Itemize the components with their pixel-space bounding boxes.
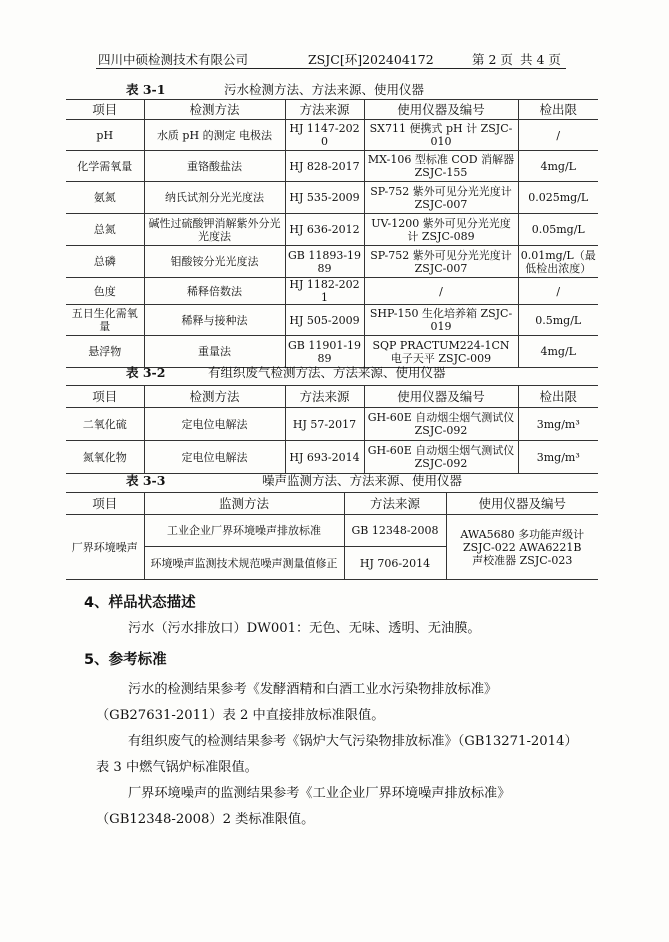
table-row xyxy=(66,120,598,151)
col-header: 使用仪器及编号 xyxy=(446,493,598,515)
cell-item: 色度 xyxy=(66,278,144,305)
table-row xyxy=(66,246,598,278)
cell-limit: 3mg/m³ xyxy=(518,408,598,441)
cell-item: 悬浮物 xyxy=(66,336,144,368)
section-5-heading: 5、参考标准 xyxy=(84,652,167,668)
reference-p1-line1: 污水的检测结果参考《发酵酒精和白酒工业水污染物排放标准》 xyxy=(128,682,498,697)
cell-method: 定电位电解法 xyxy=(144,408,285,441)
cell-instrument: SP-752 紫外可见分光光度计 ZSJC-007 xyxy=(364,246,518,278)
cell-source: HJ 828-2017 xyxy=(285,151,364,182)
table-3-2-caption xyxy=(126,364,566,382)
cell-item: 氮氧化物 xyxy=(66,441,144,474)
cell-limit: 4mg/L xyxy=(518,336,598,368)
cell-method: 重量法 xyxy=(144,336,285,368)
table-3-2-label: 表 3-2 xyxy=(126,365,166,380)
col-header: 项目 xyxy=(66,100,144,120)
cell-source: HJ 1147-2020 xyxy=(285,120,364,151)
col-header: 方法来源 xyxy=(285,100,364,120)
cell-item: 总氮 xyxy=(66,214,144,246)
table-3-1-title: 污水检测方法、方法来源、使用仪器 xyxy=(224,82,425,97)
cell-source: GB 11893-1989 xyxy=(285,246,364,278)
table-row xyxy=(66,441,598,474)
table-3-1-label: 表 3-1 xyxy=(126,82,166,97)
cell-source: HJ 1182-2021 xyxy=(285,278,364,305)
col-header: 检出限 xyxy=(518,100,598,120)
cell-limit: 0.5mg/L xyxy=(518,305,598,336)
table-3-3-title: 噪声监测方法、方法来源、使用仪器 xyxy=(262,473,463,488)
cell-source: HJ 535-2009 xyxy=(285,182,364,214)
col-header: 监测方法 xyxy=(144,493,344,515)
cell-method: 碱性过硫酸钾消解紫外分光光度法 xyxy=(144,214,285,246)
table-row xyxy=(66,336,598,368)
cell-instrument: GH-60E 自动烟尘烟气测试仪 ZSJC-092 xyxy=(364,441,518,474)
reference-p3-line2: （GB12348-2008）2 类标准限值。 xyxy=(96,812,315,827)
cell-method: 重铬酸盐法 xyxy=(144,151,285,182)
cell-instrument: MX-106 型标准 COD 消解器 ZSJC-155 xyxy=(364,151,518,182)
cell-method: 钼酸铵分光光度法 xyxy=(144,246,285,278)
cell-limit: 4mg/L xyxy=(518,151,598,182)
cell-limit: / xyxy=(518,278,598,305)
report-number: ZSJC[环]202404172 xyxy=(308,52,434,67)
cell-limit: / xyxy=(518,120,598,151)
cell-instrument: SQP PRACTUM224-1CN 电子天平 ZSJC-009 xyxy=(364,336,518,368)
table-3-1-caption xyxy=(126,81,566,99)
table-row xyxy=(66,151,598,182)
cell-limit: 0.05mg/L xyxy=(518,214,598,246)
cell-limit: 0.025mg/L xyxy=(518,182,598,214)
cell-method: 稀释倍数法 xyxy=(144,278,285,305)
cell-method: 工业企业厂界环境噪声排放标准 xyxy=(144,515,344,547)
col-header: 方法来源 xyxy=(285,386,364,408)
cell-source: HJ 636-2012 xyxy=(285,214,364,246)
cell-limit: 3mg/m³ xyxy=(518,441,598,474)
cell-method: 稀释与接种法 xyxy=(144,305,285,336)
cell-instrument: AWA5680 多功能声级计 ZSJC-022 AWA6221B 声校准器 ZSJC-023 xyxy=(446,515,598,580)
noise-method-table xyxy=(66,492,598,580)
cell-method: 环境噪声监测技术规范噪声测量值修正 xyxy=(144,547,344,580)
cell-method: 纳氏试剂分光光度法 xyxy=(144,182,285,214)
col-header: 方法来源 xyxy=(344,493,446,515)
wastewater-method-table xyxy=(66,99,598,368)
cell-item: 总磷 xyxy=(66,246,144,278)
table-3-3-caption xyxy=(126,472,566,490)
cell-instrument: UV-1200 紫外可见分光光度计 ZSJC-089 xyxy=(364,214,518,246)
page-total: 共 4 页 xyxy=(520,52,561,67)
reference-p2-line1: 有组织废气的检测结果参考《锅炉大气污染物排放标准》（GB13271-2014） xyxy=(128,734,578,749)
page-header xyxy=(96,48,566,69)
exhaust-gas-method-table xyxy=(66,385,598,474)
cell-method: 定电位电解法 xyxy=(144,441,285,474)
table-row xyxy=(66,214,598,246)
page-number: 第 2 页 xyxy=(472,52,513,67)
table-row xyxy=(66,305,598,336)
col-header: 检测方法 xyxy=(144,100,285,120)
col-header: 检出限 xyxy=(518,386,598,408)
cell-source: GB 12348-2008 xyxy=(344,515,446,547)
table-3-2-title: 有组织废气检测方法、方法来源、使用仪器 xyxy=(208,365,446,380)
col-header: 使用仪器及编号 xyxy=(364,100,518,120)
section-4-heading: 4、样品状态描述 xyxy=(84,595,196,611)
table-row xyxy=(66,182,598,214)
cell-method: 水质 pH 的测定 电极法 xyxy=(144,120,285,151)
company-name: 四川中硕检测技术有限公司 xyxy=(98,52,249,67)
reference-p3-line1: 厂界环境噪声的监测结果参考《工业企业厂界环境噪声排放标准》 xyxy=(128,786,511,801)
col-header: 检测方法 xyxy=(144,386,285,408)
cell-item: 氨氮 xyxy=(66,182,144,214)
table-row xyxy=(66,278,598,305)
cell-item: 五日生化需氧量 xyxy=(66,305,144,336)
col-header: 项目 xyxy=(66,386,144,408)
table-3-3-label: 表 3-3 xyxy=(126,473,166,488)
cell-source: HJ 693-2014 xyxy=(285,441,364,474)
reference-p1-line2: （GB27631-2011）表 2 中直接排放标准限值。 xyxy=(96,708,385,723)
col-header: 使用仪器及编号 xyxy=(364,386,518,408)
cell-instrument: SP-752 紫外可见分光光度计 ZSJC-007 xyxy=(364,182,518,214)
cell-item: 二氧化硫 xyxy=(66,408,144,441)
reference-p2-line2: 表 3 中燃气锅炉标准限值。 xyxy=(96,760,258,775)
cell-limit: 0.01mg/L（最低检出浓度） xyxy=(518,246,598,278)
col-header: 项目 xyxy=(66,493,144,515)
cell-source: HJ 505-2009 xyxy=(285,305,364,336)
cell-source: HJ 706-2014 xyxy=(344,547,446,580)
cell-instrument: / xyxy=(364,278,518,305)
cell-instrument: SX711 便携式 pH 计 ZSJC-010 xyxy=(364,120,518,151)
sample-status-text: 污水（污水排放口）DW001：无色、无味、透明、无油膜。 xyxy=(128,621,481,636)
cell-item: 厂界环境噪声 xyxy=(66,515,144,580)
cell-item: 化学需氧量 xyxy=(66,151,144,182)
cell-instrument: GH-60E 自动烟尘烟气测试仪 ZSJC-092 xyxy=(364,408,518,441)
cell-instrument: SHP-150 生化培养箱 ZSJC-019 xyxy=(364,305,518,336)
cell-source: HJ 57-2017 xyxy=(285,408,364,441)
table-row xyxy=(66,515,598,547)
cell-item: pH xyxy=(66,120,144,151)
table-row xyxy=(66,408,598,441)
cell-source: GB 11901-1989 xyxy=(285,336,364,368)
